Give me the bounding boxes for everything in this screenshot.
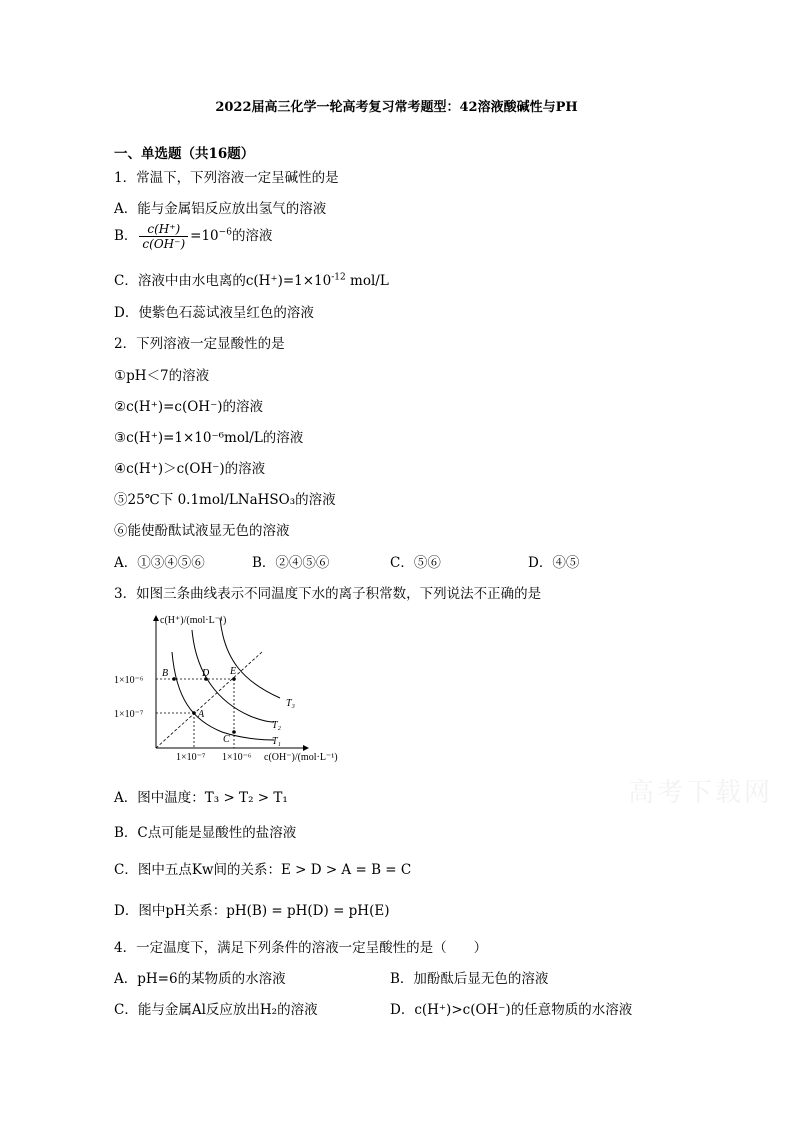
q1-option-a: A．能与金属铝反应放出氢气的溶液 xyxy=(114,201,327,217)
q1-b-denominator: c(OH⁻) xyxy=(142,237,186,251)
q2-item: ①pH＜7的溶液 xyxy=(114,368,210,384)
q3-option-a: A．图中温度：T₃ > T₂ > T₁ xyxy=(114,790,288,806)
q1-stem: 1．常温下，下列溶液一定呈碱性的是 xyxy=(114,170,339,186)
q2-item: ③c(H⁺)=1×10⁻⁶mol/L的溶液 xyxy=(114,430,304,446)
q1-c-suffix: mol/L xyxy=(345,273,389,289)
q4-option-b: B．加酚酞后显无色的溶液 xyxy=(390,971,549,987)
watermark: 高考下载网 xyxy=(628,778,774,808)
q1-b-suffix: 的溶液 xyxy=(231,228,273,244)
q2-stem: 2．下列溶液一定显酸性的是 xyxy=(114,336,285,352)
q1-option-b xyxy=(114,222,272,251)
q1-b-prefix: B． xyxy=(114,228,138,244)
q4-option-d: D．c(H⁺)>c(OH⁻)的任意物质的水溶液 xyxy=(390,1002,633,1018)
q1-c-exp: -12 xyxy=(331,272,346,283)
q1-b-numerator: c(H⁺) xyxy=(139,222,188,237)
q4-stem: 4．一定温度下，满足下列条件的溶液一定呈酸性的是（ ） xyxy=(114,940,488,956)
point-b xyxy=(172,677,176,681)
point-e xyxy=(232,677,236,681)
q2-option-d: D．④⑤ xyxy=(528,555,580,571)
series-label-t2: T₂ xyxy=(272,720,282,731)
q1-c-expr: c(H⁺)=1×10 xyxy=(245,273,332,289)
q2-option-a: A．①③④⑤⑥ xyxy=(114,555,205,571)
series-label-t3: T₃ xyxy=(286,698,296,709)
x-axis-label: c(OH⁻)/(mol·L⁻¹) xyxy=(264,752,338,763)
kw-chart xyxy=(110,608,370,768)
q1-option-c xyxy=(114,269,389,289)
q3-stem: 3．如图三条曲线表示不同温度下水的离子积常数，下列说法不正确的是 xyxy=(114,586,542,602)
x-tick-label: 1×10⁻⁶ xyxy=(222,752,252,763)
page-title: 2022届高三化学一轮高考复习常考题型：42溶液酸碱性与PH xyxy=(215,100,578,115)
section-heading: 一、单选题（共16题） xyxy=(114,146,255,162)
q2-item: ⑤25℃下 0.1mol/LNaHSO₃的溶液 xyxy=(114,492,336,508)
y-axis-label: c(H⁺)/(mol·L⁻¹) xyxy=(160,615,227,626)
q3-option-b: B．C点可能是显酸性的盐溶液 xyxy=(114,825,297,841)
q1-b-fraction xyxy=(139,222,188,251)
q1-option-d: D．使紫色石蕊试液呈红色的溶液 xyxy=(114,305,314,321)
y-tick-label: 1×10⁻⁶ xyxy=(114,675,144,686)
point-label-d: D xyxy=(202,668,210,679)
point-c xyxy=(232,730,236,734)
y-tick-label: 1×10⁻⁷ xyxy=(114,709,144,720)
q3-option-c: C．图中五点Kw间的关系：E > D > A = B = C xyxy=(114,862,412,878)
curve-t3 xyxy=(220,618,280,698)
q4-option-a: A．pH=6的某物质的水溶液 xyxy=(114,971,286,987)
point-label-a: A xyxy=(198,709,205,720)
q4-option-c: C．能与金属Al反应放出H₂的溶液 xyxy=(114,1002,318,1018)
q2-item: ⑥能使酚酞试液显无色的溶液 xyxy=(114,523,290,539)
neutral-line xyxy=(156,652,262,748)
point-label-b: B xyxy=(162,668,169,679)
q1-c-prefix: C．溶液中由水电离的 xyxy=(114,273,246,289)
q3-option-d: D．图中pH关系：pH(B) = pH(D) = pH(E) xyxy=(114,903,390,919)
q2-option-c: C．⑤⑥ xyxy=(390,555,441,571)
q2-option-b: B．②④⑤⑥ xyxy=(252,555,330,571)
series-label-t1: T₁ xyxy=(272,736,282,747)
point-label-c: C xyxy=(223,734,230,745)
point-label-e: E xyxy=(230,666,237,677)
x-tick-label: 1×10⁻⁷ xyxy=(176,752,206,763)
point-a xyxy=(192,711,196,715)
q1-b-exp: −6 xyxy=(218,227,232,238)
q2-item: ②c(H⁺)=c(OH⁻)的溶液 xyxy=(114,399,263,415)
q1-b-eq: =10 xyxy=(190,228,219,244)
q2-item: ④c(H⁺)＞c(OH⁻)的溶液 xyxy=(114,461,266,477)
curve-t1 xyxy=(172,652,274,740)
